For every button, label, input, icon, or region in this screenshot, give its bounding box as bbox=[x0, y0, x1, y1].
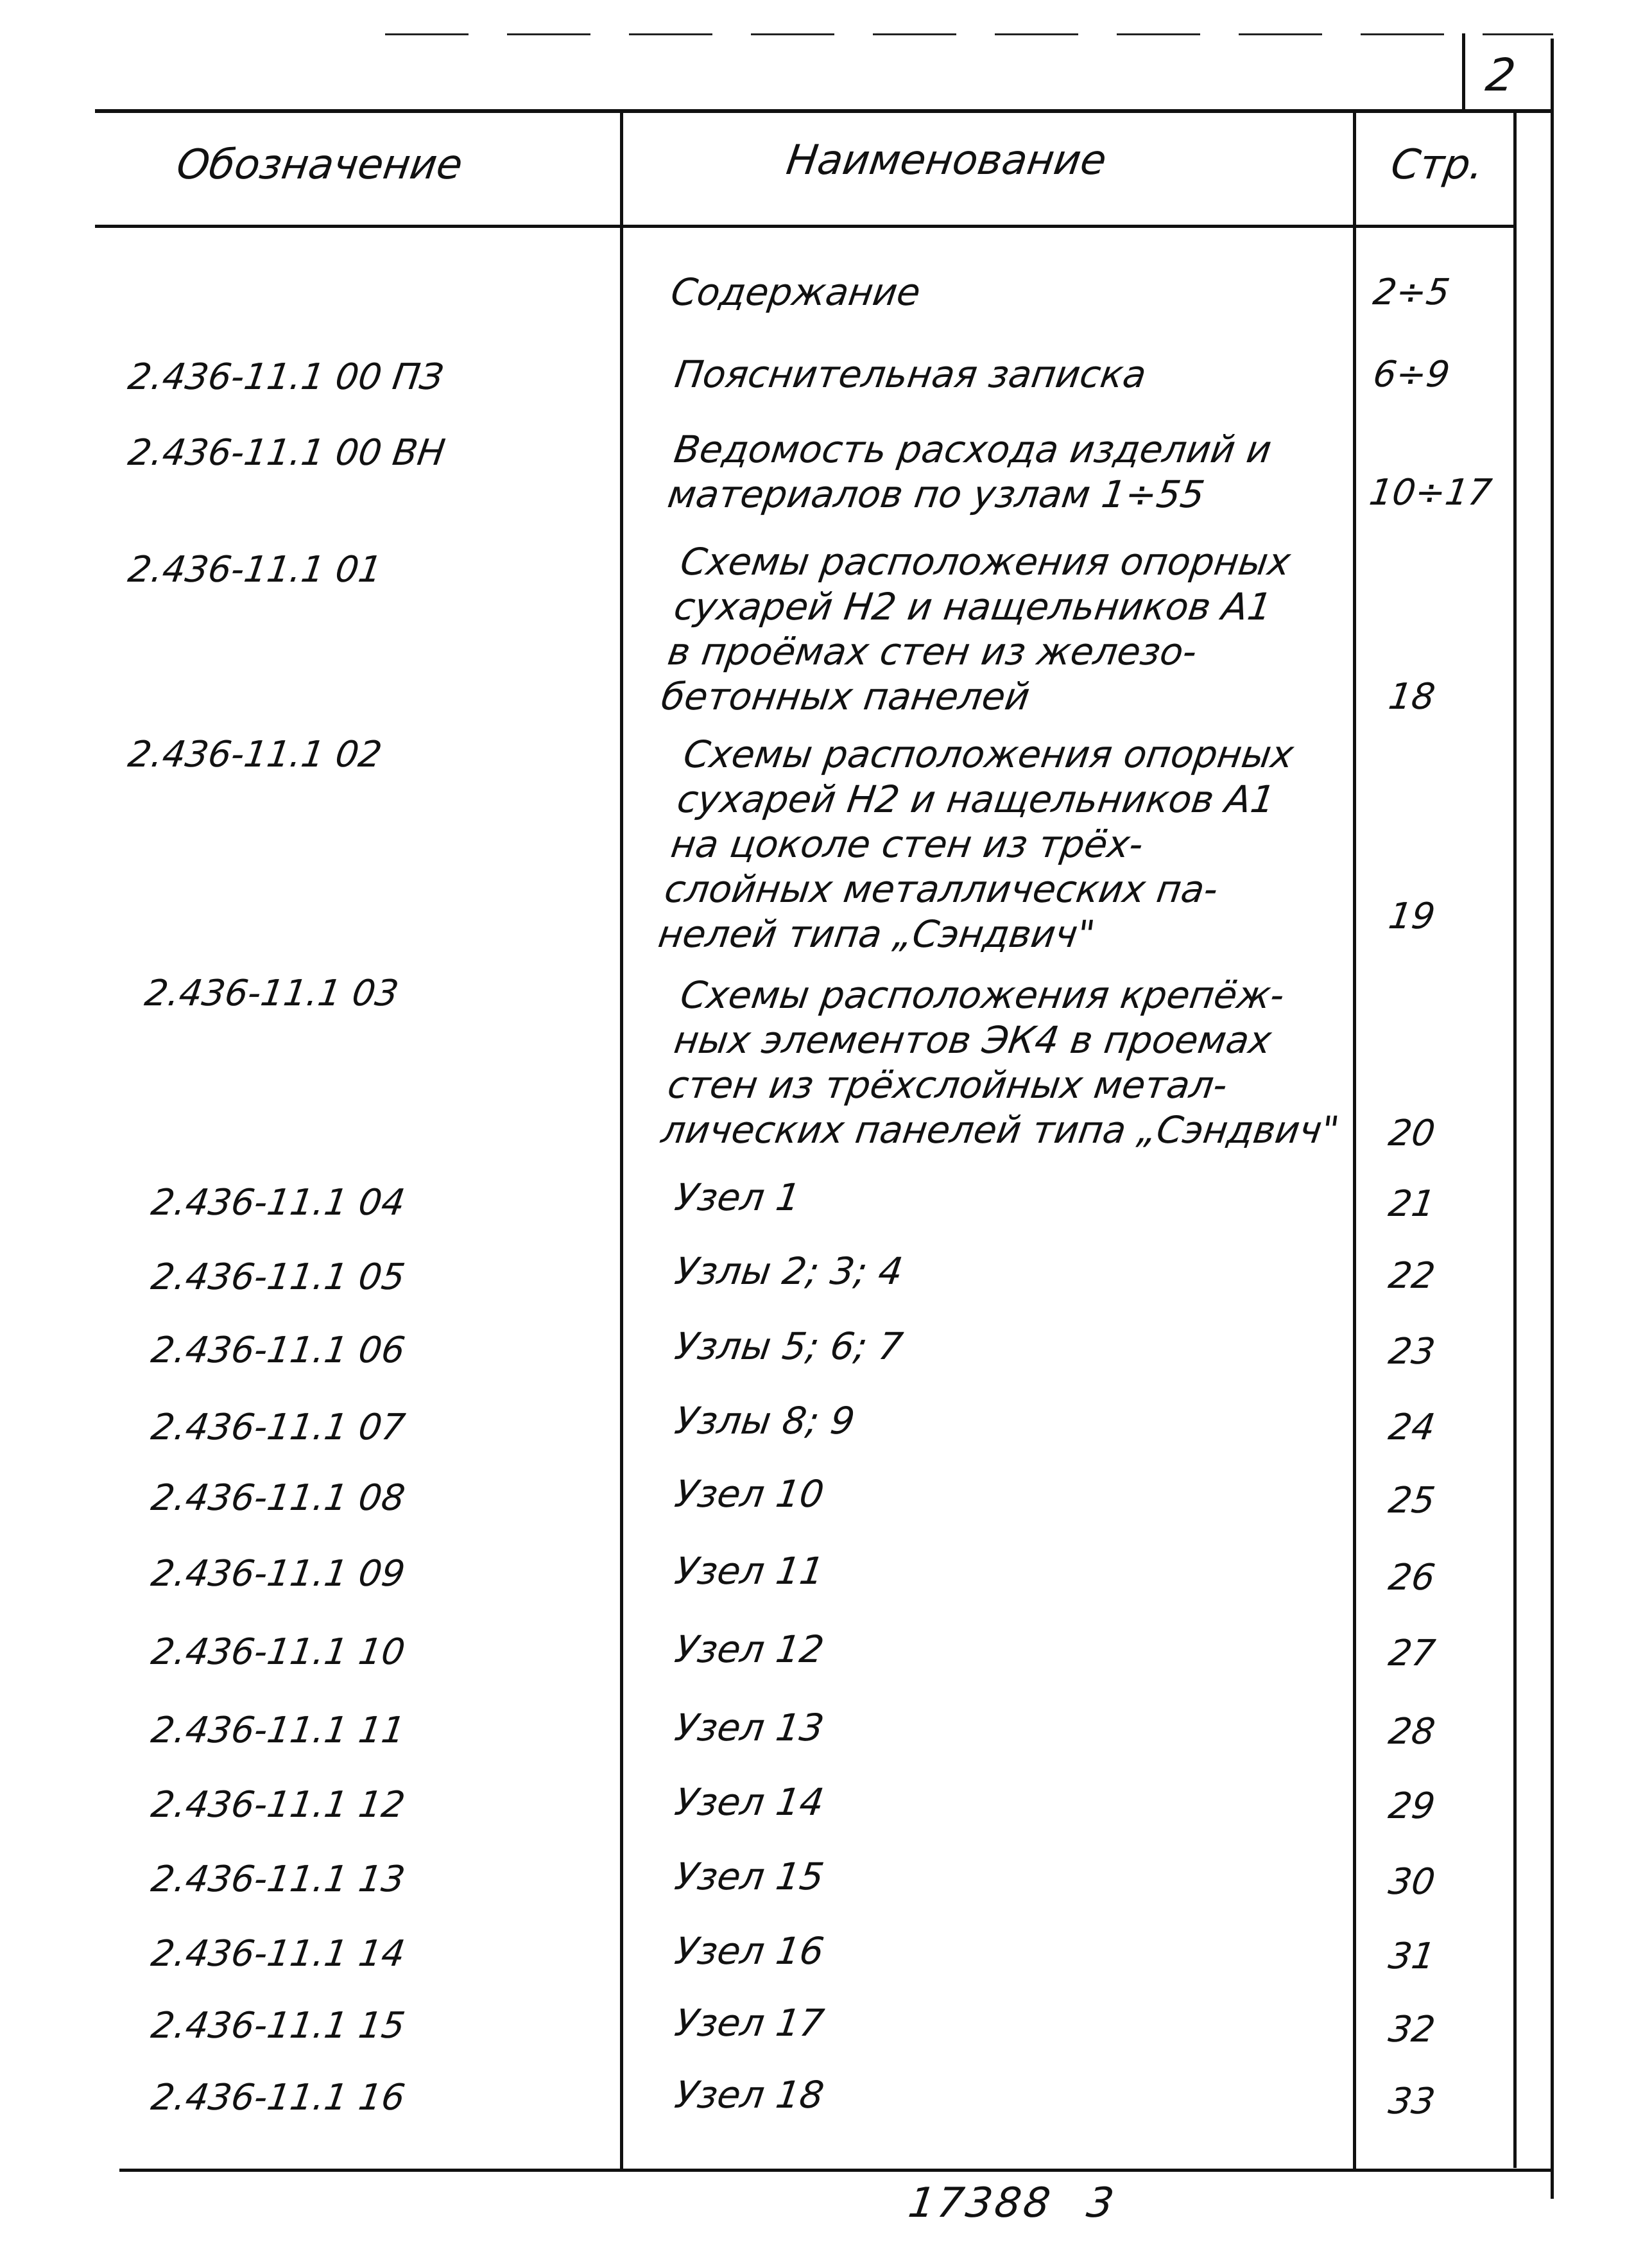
row-name bbox=[655, 732, 1296, 957]
row-name: Узел 17 bbox=[672, 2001, 827, 2045]
row-page: 27 bbox=[1386, 1633, 1438, 1674]
row-name-line: Схемы расположения опорных bbox=[677, 540, 1293, 584]
sheet-index: 3 bbox=[1083, 2180, 1117, 2227]
column-divider-3 bbox=[1513, 110, 1517, 2168]
row-designation: 2.436-11.1 15 bbox=[148, 2005, 408, 2047]
row-designation: 2.436-11.1 01 bbox=[125, 549, 384, 591]
row-name bbox=[665, 427, 1274, 517]
row-name: Узлы 8; 9 bbox=[672, 1399, 858, 1443]
sheet-number: 2 bbox=[1483, 49, 1519, 101]
row-name-line: бетонных панелей bbox=[658, 675, 1033, 718]
sheet-number-box-left bbox=[1462, 33, 1465, 109]
table-bottom-rule bbox=[119, 2169, 1551, 2172]
row-name: Узлы 2; 3; 4 bbox=[672, 1249, 906, 1293]
row-designation: 2.436-11.1 03 bbox=[142, 973, 401, 1014]
row-name: Узлы 5; 6; 7 bbox=[672, 1324, 906, 1368]
header-bottom-rule bbox=[95, 225, 1517, 228]
row-name-line: Пояснительная записка bbox=[672, 352, 1149, 396]
row-designation: 2.436-11.1 10 bbox=[148, 1631, 408, 1673]
row-page: 18 bbox=[1386, 676, 1438, 718]
row-page: 26 bbox=[1386, 1557, 1438, 1599]
row-designation: 2.436-11.1 09 bbox=[148, 1553, 408, 1595]
row-name-line: сухарей Н2 и нащельников А1 bbox=[675, 777, 1278, 821]
row-name-line: стен из трёхслойных метал- bbox=[665, 1063, 1230, 1107]
row-name: Узел 14 bbox=[672, 1780, 827, 1824]
row-name-line: сухарей Н2 и нащельников А1 bbox=[671, 585, 1275, 628]
row-designation: 2.436-11.1 00 ВН bbox=[125, 432, 448, 474]
row-name-line: слойных металлических па- bbox=[662, 867, 1221, 911]
row-name: Узел 15 bbox=[672, 1855, 827, 1898]
row-page: 20 bbox=[1386, 1113, 1438, 1154]
inventory-number: 17388 bbox=[905, 2180, 1056, 2227]
row-name-line: на цоколе стен из трёх- bbox=[668, 822, 1146, 866]
row-name: Узел 18 bbox=[672, 2073, 827, 2117]
row-designation: 2.436-11.1 04 bbox=[148, 1182, 408, 1224]
row-name-line: материалов по узлам 1÷55 bbox=[665, 472, 1207, 516]
row-page: 29 bbox=[1386, 1785, 1438, 1827]
row-page: 32 bbox=[1386, 2009, 1438, 2050]
row-page: 19 bbox=[1386, 896, 1438, 937]
row-page: 25 bbox=[1386, 1480, 1438, 1521]
column-divider-2 bbox=[1353, 110, 1356, 2171]
row-page: 21 bbox=[1386, 1183, 1438, 1225]
row-designation: 2.436-11.1 07 bbox=[148, 1407, 408, 1448]
row-page: 31 bbox=[1386, 1936, 1438, 1977]
row-name: Узел 1 bbox=[672, 1175, 804, 1219]
row-name-line: лических панелей типа „Сэндвич" bbox=[658, 1108, 1342, 1152]
row-name-line: Схемы расположения крепёж- bbox=[677, 973, 1287, 1017]
row-name-line: в проёмах стен из железо- bbox=[665, 630, 1200, 673]
row-page: 10÷17 bbox=[1366, 472, 1495, 514]
header-name: Наименование bbox=[783, 137, 1110, 184]
row-page: 30 bbox=[1386, 1861, 1438, 1903]
outer-right-border bbox=[1551, 39, 1554, 2199]
row-designation: 2.436-11.1 02 bbox=[125, 734, 384, 776]
row-designation: 2.436-11.1 06 bbox=[148, 1330, 408, 1371]
row-page: 33 bbox=[1386, 2081, 1438, 2122]
row-name bbox=[668, 270, 924, 315]
row-name: Узел 13 bbox=[672, 1706, 827, 1749]
column-divider-1 bbox=[620, 110, 623, 2171]
row-page: 22 bbox=[1386, 1255, 1438, 1297]
row-name: Узел 12 bbox=[672, 1627, 827, 1671]
row-designation: 2.436-11.1 12 bbox=[148, 1784, 408, 1826]
row-designation: 2.436-11.1 05 bbox=[148, 1256, 408, 1298]
row-name-line: нелей типа „Сэндвич" bbox=[655, 912, 1098, 956]
row-designation: 2.436-11.1 13 bbox=[148, 1859, 408, 1900]
row-name: Узел 10 bbox=[672, 1472, 827, 1516]
header-designation: Обозначение bbox=[173, 141, 466, 189]
row-page: 6÷9 bbox=[1370, 354, 1452, 395]
row-name-line: Схемы расположения опорных bbox=[680, 732, 1296, 776]
row-page: 24 bbox=[1386, 1407, 1438, 1448]
row-name-line: Содержание bbox=[668, 270, 924, 314]
row-page: 28 bbox=[1386, 1711, 1438, 1753]
row-designation: 2.436-11.1 11 bbox=[148, 1710, 408, 1751]
row-page: 2÷5 bbox=[1370, 272, 1452, 313]
row-name bbox=[658, 973, 1361, 1152]
row-name-line: ных элементов ЭК4 в проемах bbox=[671, 1018, 1275, 1062]
header-top-rule bbox=[95, 109, 1552, 113]
row-name: Узел 16 bbox=[672, 1929, 827, 1973]
row-designation: 2.436-11.1 16 bbox=[148, 2077, 408, 2119]
row-page: 23 bbox=[1386, 1331, 1438, 1373]
row-name-line: Ведомость расхода изделий и bbox=[671, 428, 1275, 471]
row-name bbox=[672, 352, 1149, 397]
row-designation: 2.436-11.1 08 bbox=[148, 1477, 408, 1519]
top-dashed-line bbox=[385, 33, 1553, 35]
row-name: Узел 11 bbox=[672, 1549, 827, 1593]
header-page: Стр. bbox=[1388, 141, 1487, 189]
row-designation: 2.436-11.1 14 bbox=[148, 1933, 408, 1975]
row-name bbox=[658, 539, 1293, 719]
row-designation: 2.436-11.1 00 ПЗ bbox=[125, 356, 446, 398]
